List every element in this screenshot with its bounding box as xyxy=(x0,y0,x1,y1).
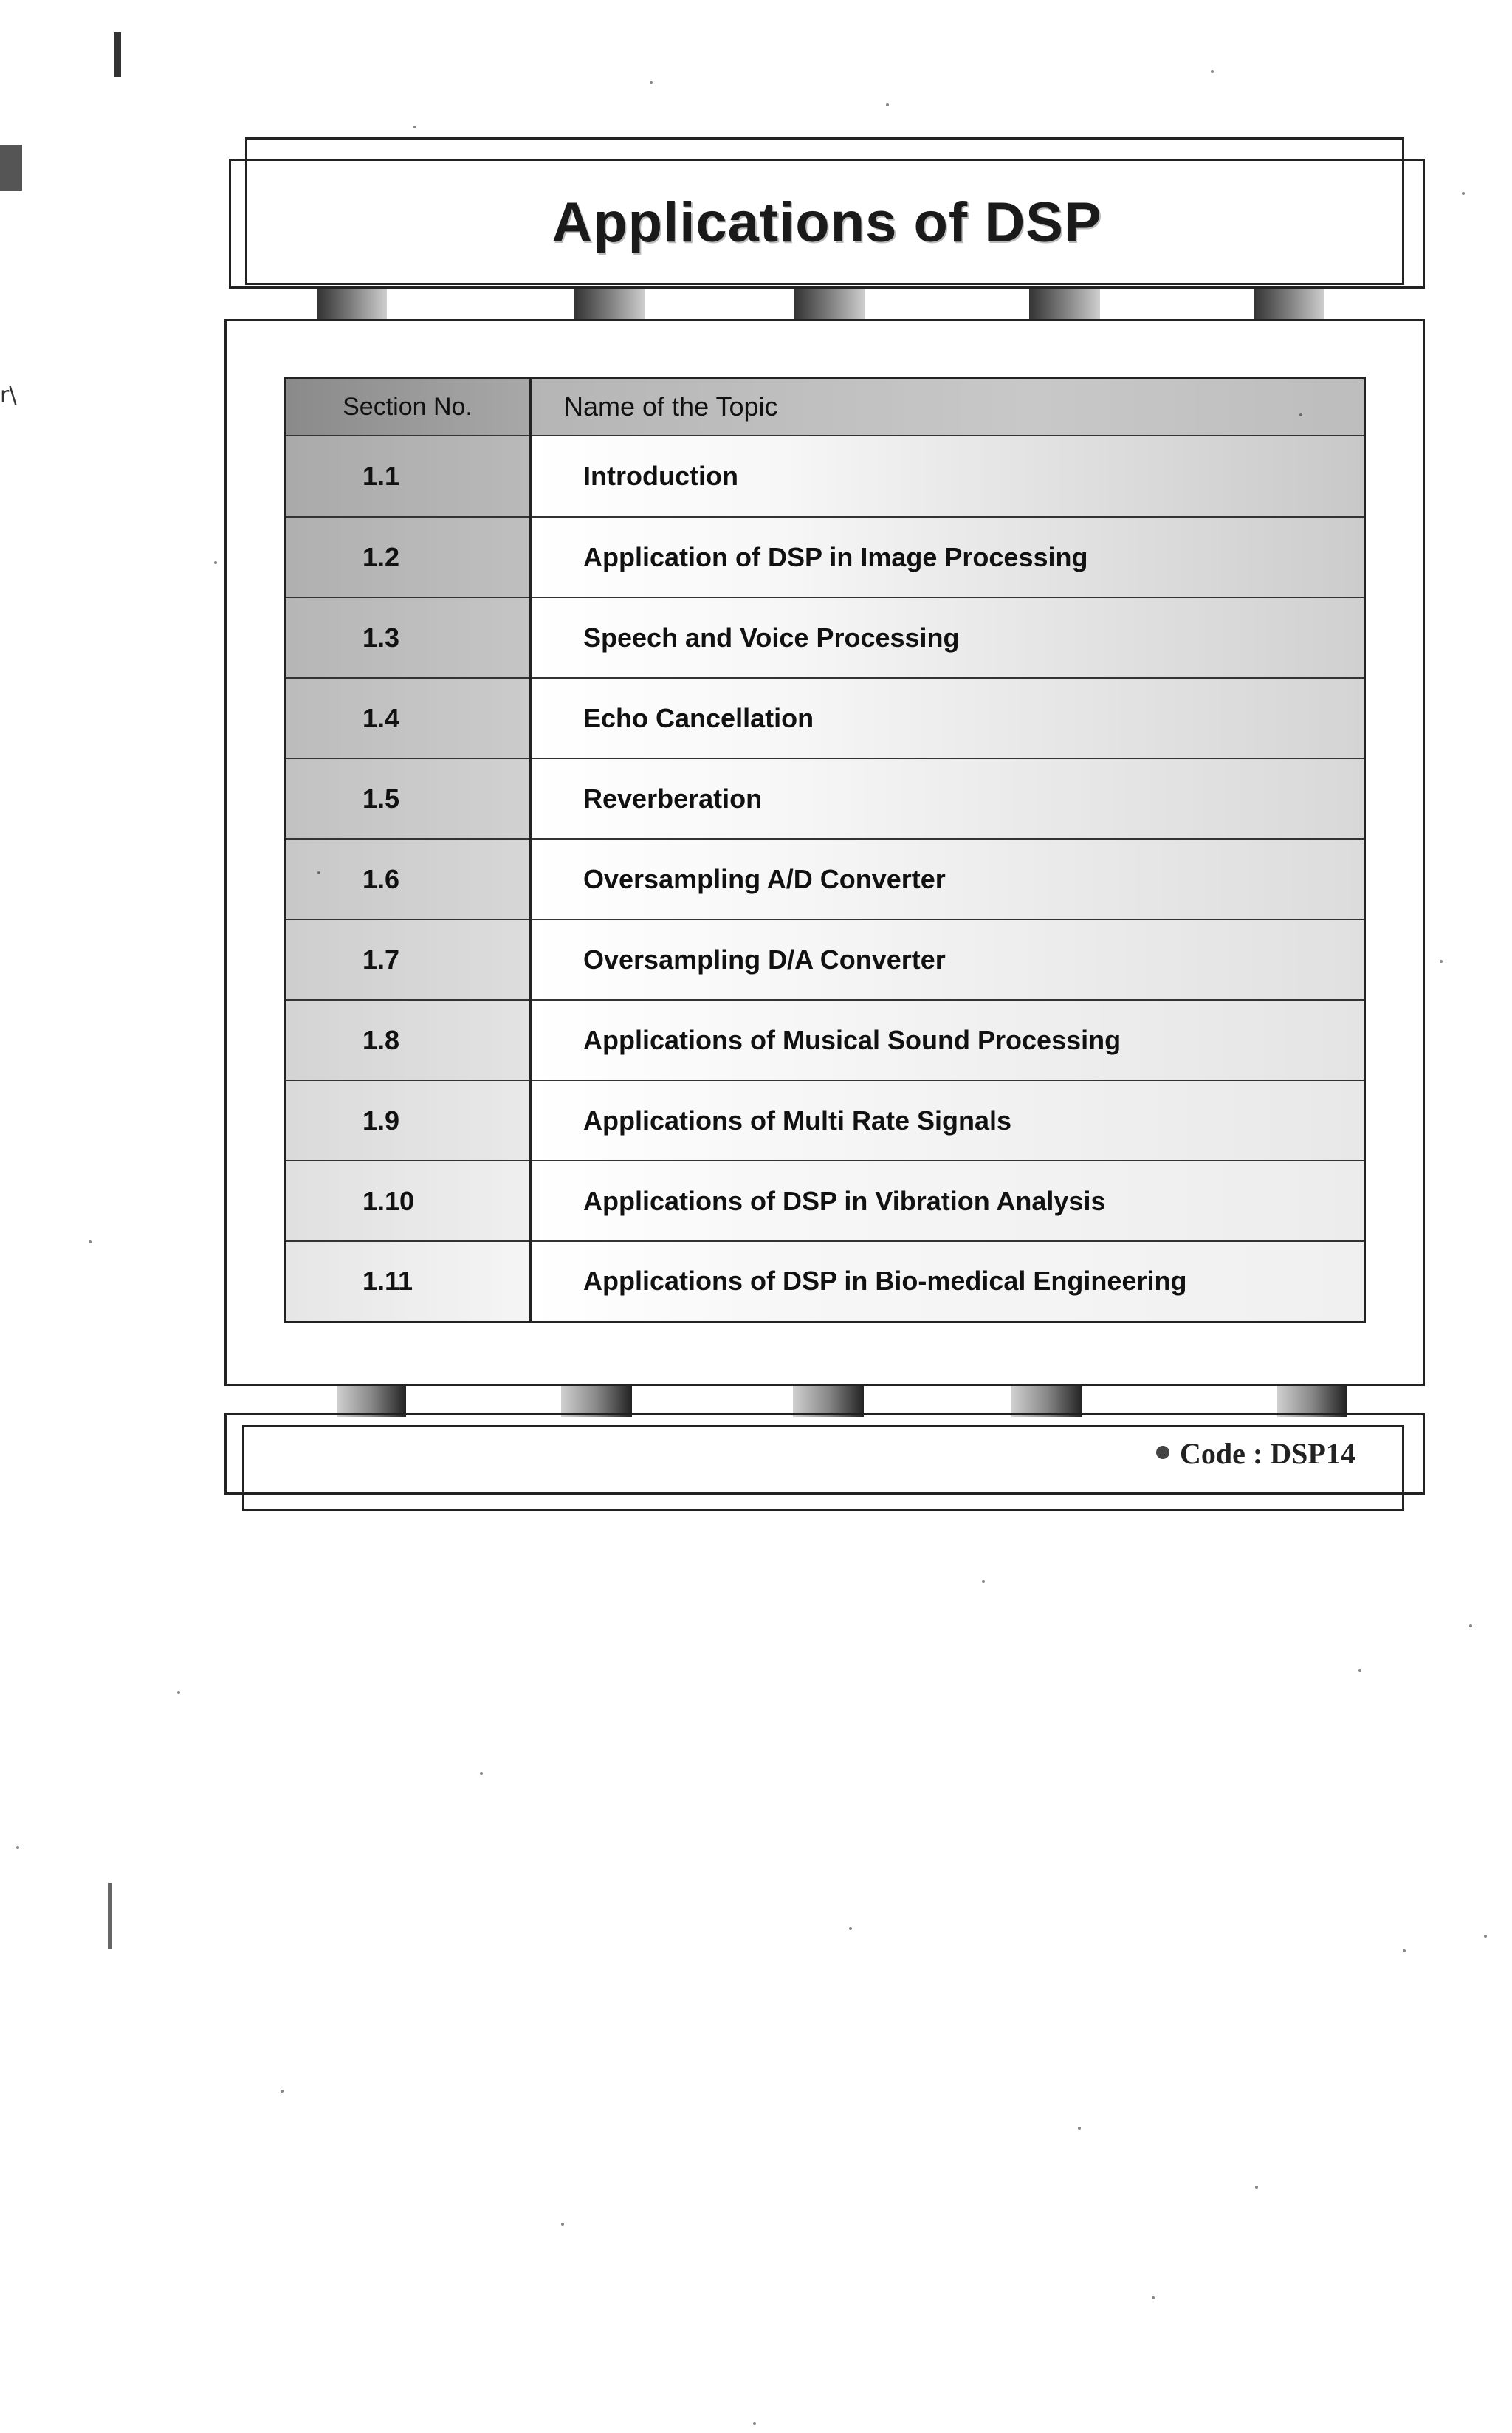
bullet-icon xyxy=(1156,1446,1169,1459)
scan-speck xyxy=(16,1846,19,1849)
topic-name: Introduction xyxy=(531,436,1365,517)
decor-tab xyxy=(574,289,645,320)
course-code xyxy=(1156,1436,1355,1471)
scan-block-left xyxy=(0,145,22,191)
margin-fragment-text: r\ xyxy=(0,382,17,408)
decor-tab xyxy=(793,1386,864,1417)
decor-tab xyxy=(1011,1386,1082,1417)
scan-speck xyxy=(1152,2296,1155,2299)
scan-speck xyxy=(214,561,217,564)
decor-tab xyxy=(1029,289,1100,320)
table-header-row xyxy=(285,378,1365,436)
decor-tab xyxy=(337,1386,406,1417)
section-number: 1.6 xyxy=(285,839,531,919)
table-row xyxy=(285,1241,1365,1322)
scan-speck xyxy=(1358,1669,1361,1672)
topics-table xyxy=(284,377,1366,1323)
table-row xyxy=(285,597,1365,678)
topic-name: Applications of Musical Sound Processing xyxy=(531,1000,1365,1080)
table-row xyxy=(285,1080,1365,1161)
scan-speck xyxy=(886,103,889,106)
table-row xyxy=(285,919,1365,1000)
scan-speck xyxy=(650,81,653,84)
decor-tab xyxy=(1277,1386,1347,1417)
topic-name: Applications of DSP in Bio-medical Engineering xyxy=(531,1241,1365,1322)
table-row xyxy=(285,839,1365,919)
table-row xyxy=(285,436,1365,517)
section-number: 1.7 xyxy=(285,919,531,1000)
section-number: 1.4 xyxy=(285,678,531,758)
scan-speck xyxy=(1484,1935,1487,1938)
table-row xyxy=(285,517,1365,597)
table-row xyxy=(285,1000,1365,1080)
section-number: 1.11 xyxy=(285,1241,531,1322)
scan-speck xyxy=(1255,2186,1258,2189)
table-row xyxy=(285,678,1365,758)
scan-speck xyxy=(480,1772,483,1775)
section-number: 1.10 xyxy=(285,1161,531,1241)
table-row xyxy=(285,758,1365,839)
scan-speck xyxy=(1469,1624,1472,1627)
topic-name: Applications of DSP in Vibration Analysis xyxy=(531,1161,1365,1241)
topic-name: Reverberation xyxy=(531,758,1365,839)
scan-speck xyxy=(753,2422,756,2425)
section-number: 1.3 xyxy=(285,597,531,678)
topic-name: Oversampling D/A Converter xyxy=(531,919,1365,1000)
section-number: 1.1 xyxy=(285,436,531,517)
scan-speck xyxy=(1440,960,1443,963)
scan-speck xyxy=(413,126,416,128)
scan-speck xyxy=(561,2223,564,2226)
course-code-text: Code : DSP14 xyxy=(1180,1437,1355,1470)
section-number: 1.9 xyxy=(285,1080,531,1161)
scan-speck xyxy=(89,1240,92,1243)
topic-name: Oversampling A/D Converter xyxy=(531,839,1365,919)
scan-speck xyxy=(1078,2127,1081,2130)
page-title: Applications of DSP xyxy=(551,191,1102,254)
section-number: 1.2 xyxy=(285,517,531,597)
scan-speck xyxy=(982,1580,985,1583)
scan-speck xyxy=(1299,413,1302,416)
topic-name: Speech and Voice Processing xyxy=(531,597,1365,678)
scan-speck xyxy=(849,1927,852,1930)
scan-speck xyxy=(317,871,320,874)
decor-tab xyxy=(1254,289,1324,320)
decor-tab xyxy=(794,289,865,320)
topic-name: Applications of Multi Rate Signals xyxy=(531,1080,1365,1161)
table-row xyxy=(285,1161,1365,1241)
topic-name: Application of DSP in Image Processing xyxy=(531,517,1365,597)
scan-mark-top xyxy=(114,32,121,77)
header-topic-name: Name of the Topic xyxy=(531,378,1365,436)
scan-speck xyxy=(281,2090,284,2093)
scan-mark-lower xyxy=(108,1883,112,1949)
topic-name: Echo Cancellation xyxy=(531,678,1365,758)
decor-tab xyxy=(317,289,387,320)
scan-speck xyxy=(1462,192,1465,195)
header-section-no: Section No. xyxy=(285,378,531,436)
decor-tab xyxy=(561,1386,632,1417)
scan-speck xyxy=(177,1691,180,1694)
scan-speck xyxy=(1403,1949,1406,1952)
section-number: 1.8 xyxy=(285,1000,531,1080)
scan-speck xyxy=(1211,70,1214,73)
section-number: 1.5 xyxy=(285,758,531,839)
